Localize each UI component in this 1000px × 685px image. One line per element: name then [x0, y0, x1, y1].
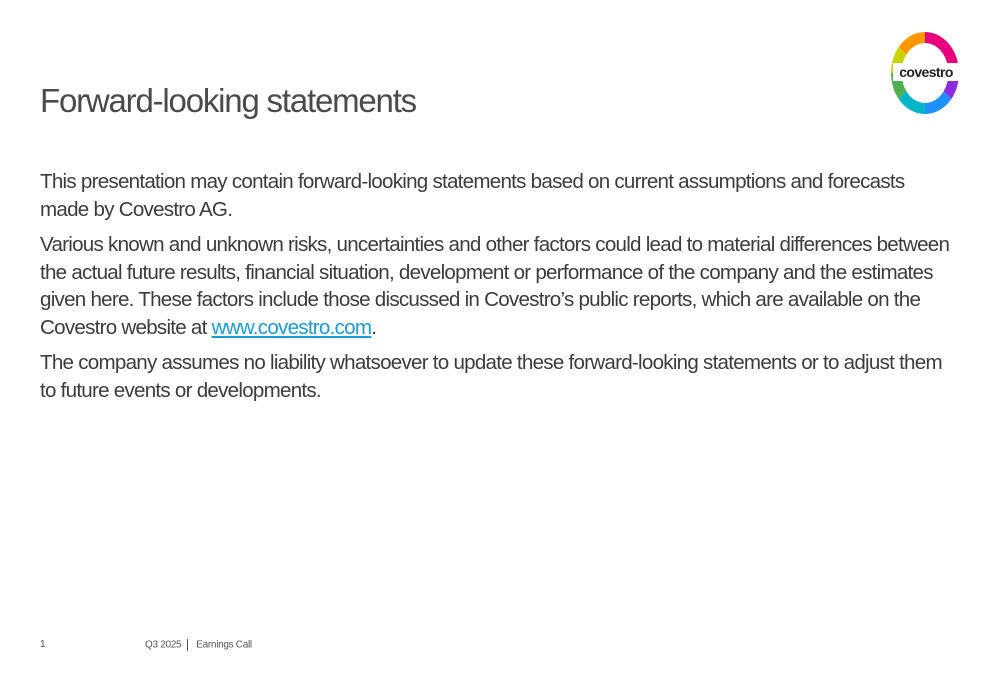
page-number: 1: [40, 639, 46, 650]
covestro-ring-logo-icon: [889, 30, 961, 116]
slide-footer: [0, 639, 1000, 653]
paragraph-risks: [40, 231, 955, 341]
slide-title: Forward-looking statements: [40, 82, 416, 119]
footer-event: [145, 639, 252, 651]
footer-period: Q3 2025: [145, 639, 182, 651]
paragraph-liability: The company assumes no liability whatsoever to update these forward-looking statements or to adjust them to future events or developments.: [40, 351, 942, 402]
footer-divider: [187, 639, 188, 651]
paragraph-risks-text: Various known and unknown risks, uncertainties and other factors could lead to material differences between the actual future results, financial situation, development or performance of the company and the estimates given here. These factors include those discussed in Covestro’s public reports, which are available on the Covestro website at: [40, 233, 950, 339]
paragraph-risks-end: .: [371, 315, 377, 339]
logo-wordmark: covestro: [899, 64, 953, 80]
covestro-website-link[interactable]: www.covestro.com: [211, 315, 372, 339]
statement-body: [40, 168, 955, 412]
footer-event-name: Earnings Call: [196, 639, 252, 651]
covestro-logo: [889, 30, 961, 116]
paragraph-assumptions: This presentation may contain forward-looking statements based on current assumptions and forecasts made by Covestro AG.: [40, 170, 905, 221]
